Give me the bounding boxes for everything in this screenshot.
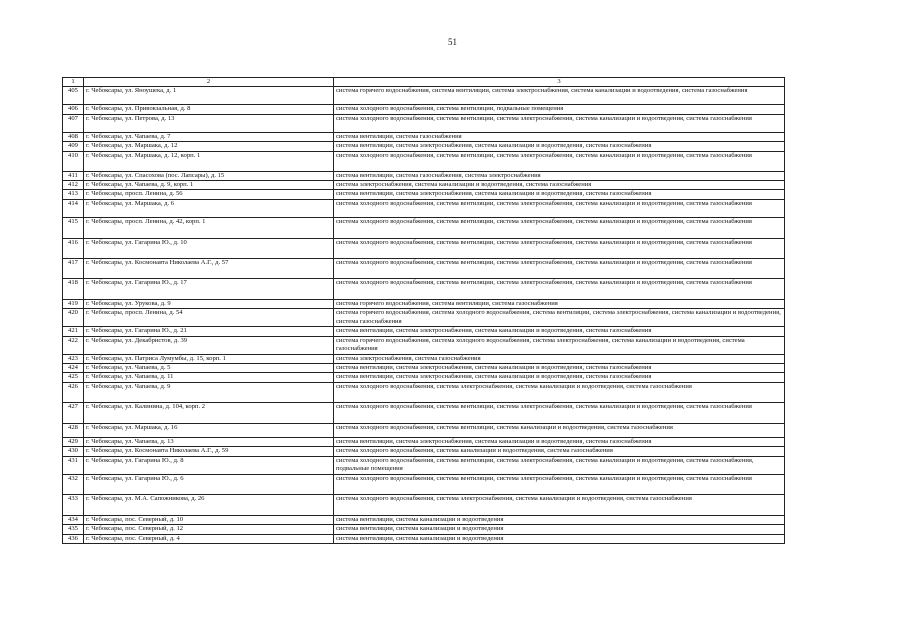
row-number: 424 [63,364,84,373]
table-body [63,87,785,544]
row-number: 408 [63,132,84,141]
table-row [63,114,785,132]
column-header-1: 1 [63,78,84,87]
row-number: 436 [63,534,84,543]
row-number: 419 [63,299,84,308]
systems-cell: система холодного водоснабжения, система вентиляции, система электроснабжения, система канализации и водоотведения, система газоснабжения [334,278,785,299]
table-row [63,474,785,494]
column-header-2: 2 [84,78,334,87]
systems-cell: система вентиляции, система электроснабжения, система канализации и водоотведения, система газоснабжения [334,327,785,336]
address-cell: г. Чебоксары, ул. Яноушека, д. 1 [84,87,334,105]
table-row [63,151,785,171]
table-row [63,525,785,534]
row-number: 430 [63,447,84,456]
row-number: 418 [63,278,84,299]
systems-cell: система вентиляции, система газоснабжения [334,132,785,141]
address-cell: г. Чебоксары, ул. Спасохова (пос. Лапсары), д. 15 [84,171,334,180]
table-row [63,199,785,217]
row-number: 406 [63,105,84,114]
table-row [63,217,785,238]
table-row [63,382,785,402]
table-row [63,327,785,336]
systems-cell: система холодного водоснабжения, система электроснабжения, система канализации и водоотведения, система газоснабжения [334,494,785,515]
row-number: 429 [63,437,84,446]
address-cell: г. Чебоксары, просп. Ленина, д. 54 [84,309,334,327]
address-cell: г. Чебоксары, ул. Чапаева, д. 13 [84,437,334,446]
systems-cell: система горячего водоснабжения, система вентиляции, система электроснабжения, система канализации и водоотведения, система газоснабжения [334,87,785,105]
table-row [63,456,785,474]
row-number: 421 [63,327,84,336]
address-cell: г. Чебоксары, ул. Маршака, д. 6 [84,199,334,217]
systems-cell: система холодного водоснабжения, система электроснабжения, система канализации и водоотведения, система газоснабжения [334,382,785,402]
address-cell: г. Чебоксары, ул. М.А. Сапожникова, д. 26 [84,494,334,515]
systems-cell: система холодного водоснабжения, система вентиляции, система электроснабжения, система канализации и водоотведения, система газоснабжения [334,258,785,278]
systems-cell: система горячего водоснабжения, система холодного водоснабжения, система электроснабжения, система канализации и водоотведения, система газоснабжения [334,336,785,354]
table-row [63,402,785,423]
table-row [63,494,785,515]
row-number: 407 [63,114,84,132]
row-number: 434 [63,515,84,524]
systems-cell: система холодного водоснабжения, система вентиляции, система электроснабжения, система канализации и водоотведения, система газоснабжения [334,238,785,258]
address-cell: г. Чебоксары, ул. Патриса Лумумбы, д. 15, корп. 1 [84,354,334,363]
row-number: 428 [63,423,84,437]
row-number: 423 [63,354,84,363]
address-cell: г. Чебоксары, ул. Чапаева, д. 5 [84,364,334,373]
systems-cell: система вентиляции, система электроснабжения, система канализации и водоотведения, система газоснабжения [334,437,785,446]
row-number: 415 [63,217,84,238]
systems-cell: система холодного водоснабжения, система вентиляции, система электроснабжения, система канализации и водоотведения, система газоснабжения [334,199,785,217]
systems-cell: система холодного водоснабжения, система вентиляции, система канализации и водоотведения, система газоснабжения [334,423,785,437]
row-number: 426 [63,382,84,402]
row-number: 431 [63,456,84,474]
address-cell: г. Чебоксары, ул. Петрова, д. 13 [84,114,334,132]
address-cell: г. Чебоксары, ул. Калинина, д. 104, корп. 2 [84,402,334,423]
row-number: 414 [63,199,84,217]
row-number: 413 [63,190,84,199]
address-cell: г. Чебоксары, ул. Космонавта Николаева А.Г., д. 59 [84,447,334,456]
systems-cell: система холодного водоснабжения, система вентиляции, система электроснабжения, система канализации и водоотведения, система газоснабжения [334,217,785,238]
table-row [63,171,785,180]
systems-cell: система вентиляции, система электроснабжения, система канализации и водоотведения, система газоснабжения [334,190,785,199]
column-number-row [63,78,785,87]
table-header [63,78,785,87]
systems-cell: система холодного водоснабжения, система вентиляции, система электроснабжения, система канализации и водоотведения, система газоснабжения [334,151,785,171]
address-cell: г. Чебоксары, ул. Космонавта Николаева А.Г., д. 57 [84,258,334,278]
systems-cell: система холодного водоснабжения, система вентиляции, система электроснабжения, система канализации и водоотведения, система газоснабжения, подвальные помещения [334,456,785,474]
table-row [63,132,785,141]
systems-cell: система холодного водоснабжения, система вентиляции, подвальные помещения [334,105,785,114]
table-row [63,336,785,354]
table-row [63,105,785,114]
address-cell: г. Чебоксары, ул. Декабристов, д. 39 [84,336,334,354]
table-row [63,447,785,456]
table-row [63,534,785,543]
row-number: 409 [63,142,84,151]
address-cell: г. Чебоксары, ул. Гагарина Ю., д. 8 [84,456,334,474]
systems-cell: система холодного водоснабжения, система канализации и водоотведения, система газоснабжения [334,447,785,456]
systems-cell: система холодного водоснабжения, система вентиляции, система электроснабжения, система канализации и водоотведения, система газоснабжения [334,402,785,423]
column-header-3: 3 [334,78,785,87]
systems-cell: система холодного водоснабжения, система вентиляции, система электроснабжения, система канализации и водоотведения, система газоснабжения [334,474,785,494]
table-row [63,142,785,151]
systems-cell: система холодного водоснабжения, система вентиляции, система электроснабжения, система канализации и водоотведения, система газоснабжения [334,114,785,132]
table-row [63,515,785,524]
address-cell: г. Чебоксары, ул. Гагарина Ю., д. 21 [84,327,334,336]
table-row [63,299,785,308]
systems-cell: система вентиляции, система электроснабжения, система канализации и водоотведения, система газоснабжения [334,373,785,382]
row-number: 410 [63,151,84,171]
row-number: 433 [63,494,84,515]
address-cell: г. Чебоксары, пос. Северный, д. 10 [84,515,334,524]
table-row [63,309,785,327]
table-row [63,364,785,373]
address-cell: г. Чебоксары, ул. Гагарина Ю., д. 6 [84,474,334,494]
address-cell: г. Чебоксары, ул. Чапаева, д. 11 [84,373,334,382]
row-number: 425 [63,373,84,382]
address-cell: г. Чебоксары, просп. Ленина, д. 42, корп. 1 [84,217,334,238]
table-row [63,87,785,105]
table-row [63,437,785,446]
row-number: 422 [63,336,84,354]
row-number: 405 [63,87,84,105]
row-number: 417 [63,258,84,278]
row-number: 412 [63,181,84,190]
address-cell: г. Чебоксары, ул. Привокзальная, д. 8 [84,105,334,114]
table-row [63,190,785,199]
address-cell: г. Чебоксары, ул. Чапаева, д. 7 [84,132,334,141]
systems-cell: система электроснабжения, система газоснабжения [334,354,785,363]
row-number: 427 [63,402,84,423]
systems-cell: система горячего водоснабжения, система вентиляции, система газоснабжения [334,299,785,308]
address-cell: г. Чебоксары, пос. Северный, д. 12 [84,525,334,534]
address-cell: г. Чебоксары, ул. Чапаева, д. 9 [84,382,334,402]
address-cell: г. Чебоксары, просп. Ленина, д. 56 [84,190,334,199]
systems-cell: система вентиляции, система канализации и водоотведения [334,515,785,524]
table-row [63,278,785,299]
address-cell: г. Чебоксары, ул. Гагарина Ю., д. 17 [84,278,334,299]
table-row [63,238,785,258]
systems-cell: система горячего водоснабжения, система холодного водоснабжения, система вентиляции, система электроснабжения, система канализации и водоотведения, система газоснабжения [334,309,785,327]
page-number: 51 [448,37,457,47]
row-number: 420 [63,309,84,327]
systems-cell: система вентиляции, система канализации и водоотведения [334,534,785,543]
systems-cell: система вентиляции, система канализации и водоотведения [334,525,785,534]
row-number: 432 [63,474,84,494]
table-row [63,423,785,437]
table-row [63,354,785,363]
systems-cell: система вентиляции, система газоснабжения, система электроснабжения [334,171,785,180]
systems-cell: система электроснабжения, система канализации и водоотведения, система газоснабжения [334,181,785,190]
address-cell: г. Чебоксары, пос. Северный, д. 4 [84,534,334,543]
systems-cell: система вентиляции, система электроснабжения, система канализации и водоотведения, система газоснабжения [334,364,785,373]
row-number: 416 [63,238,84,258]
address-cell: г. Чебоксары, ул. Урукова, д. 9 [84,299,334,308]
address-cell: г. Чебоксары, ул. Чапаева, д. 9, корп. 1 [84,181,334,190]
table-row [63,373,785,382]
address-cell: г. Чебоксары, ул. Маршака, д. 16 [84,423,334,437]
row-number: 435 [63,525,84,534]
systems-cell: система вентиляции, система электроснабжения, система канализации и водоотведения, система газоснабжения [334,142,785,151]
address-cell: г. Чебоксары, ул. Маршака, д. 12 [84,142,334,151]
table-row [63,258,785,278]
address-cell: г. Чебоксары, ул. Маршака, д. 12, корп. 1 [84,151,334,171]
registry-table [62,77,785,544]
address-cell: г. Чебоксары, ул. Гагарина Ю., д. 10 [84,238,334,258]
table-row [63,181,785,190]
row-number: 411 [63,171,84,180]
